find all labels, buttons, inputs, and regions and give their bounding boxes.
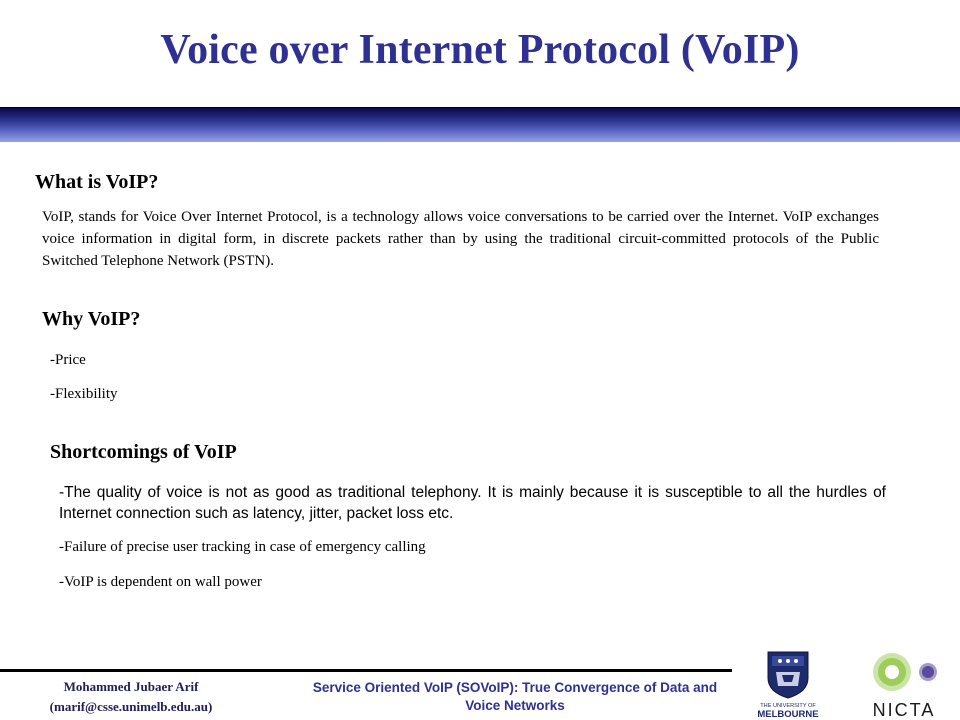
melbourne-logo-line1: THE UNIVERSITY OF — [760, 703, 816, 709]
melbourne-university-logo — [746, 648, 830, 720]
slide-title: Voice over Internet Protocol (VoIP) — [160, 27, 800, 73]
footer-author — [16, 677, 246, 717]
why-voip-item-flexibility: -Flexibility — [50, 386, 118, 402]
author-name: Mohammed Jubaer Arif — [63, 679, 199, 694]
what-is-voip-paragraph: VoIP, stands for Voice Over Internet Protocol, is a technology allows voice conversations to be carried over the Internet. VoIP exchanges voice information in digital form, in discrete packets rather than by using the traditional circuit-committed protocols of the Public Switched Telephone Network (PSTN). — [42, 209, 879, 269]
melbourne-logo-line2: MELBOURNE — [757, 709, 819, 720]
nicta-logo-text: NICTA — [872, 700, 936, 720]
footer-presentation-title: Service Oriented VoIP (SOVoIP): True Convergence of Data and Voice Networks — [312, 680, 718, 713]
what-is-voip-heading: What is VoIP? — [35, 171, 159, 193]
why-voip-heading: Why VoIP? — [42, 308, 141, 330]
nicta-logo — [848, 648, 960, 720]
title-gradient-bar — [0, 107, 960, 142]
author-email: (marif@csse.unimelb.edu.au) — [49, 699, 213, 714]
footer-divider — [0, 669, 732, 672]
why-voip-item-price: -Price — [50, 352, 86, 368]
shortcoming-item-quality: -The quality of voice is not as good as traditional telephony. It is mainly because it is susceptible to all the hurdles of Internet connection such as latency, jitter, packet loss etc. — [59, 484, 886, 522]
shortcomings-heading: Shortcomings of VoIP — [50, 441, 237, 463]
shortcoming-item-tracking: -Failure of precise user tracking in case of emergency calling — [59, 539, 426, 555]
shortcoming-item-power: -VoIP is dependent on wall power — [59, 574, 262, 590]
